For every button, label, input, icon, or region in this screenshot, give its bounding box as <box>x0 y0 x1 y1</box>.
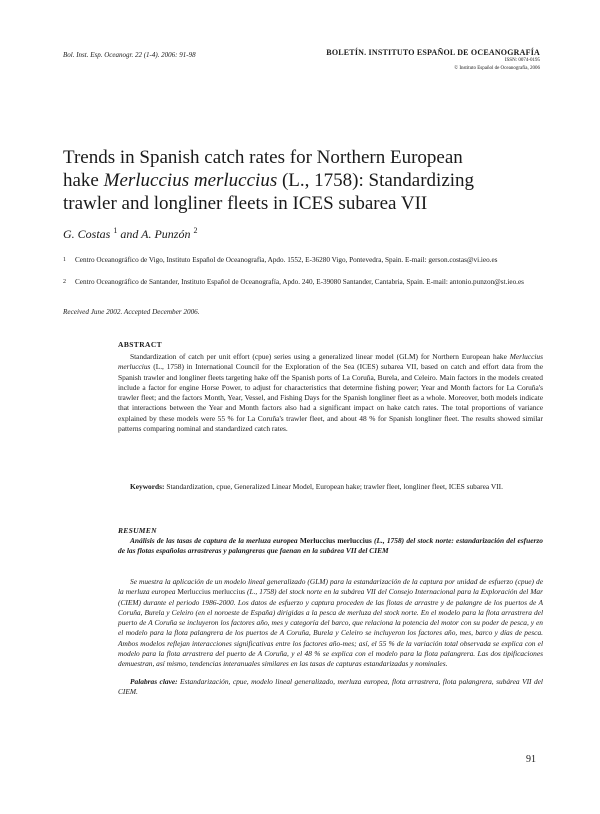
resumen-title-a: Análisis de las tasas de captura de la merluza europea <box>130 536 300 545</box>
affiliation-text: Centro Oceanográfico de Vigo, Instituto Español de Oceanografía, Apdo. 1552, E-36280 Vigo, Pontevedra, Spain. E-mail: gerson.costas@vi.ieo.es <box>75 256 498 264</box>
title-species: Merluccius merluccius <box>103 170 278 191</box>
resumen-title-species: Merluccius merluccius <box>299 536 372 545</box>
page-number: 91 <box>526 754 536 765</box>
palabras-clave-label: Palabras clave: <box>130 677 178 686</box>
resumen-body-b: (L., 1758) del stock norte en la subárea VII del Consejo Internacional para la Exploración del Mar (CIEM) durante el periodo 1986-2000. Los datos de esfuerzo y captura proceden de las flotas de arrastre y de palangre de los puertos de A Coruña, Burela y Celeiro (en el noroeste de España) dirigidas a la pesca de merluza del stock norte. En el modelo para la flota arrastrera del puerto de A Coruña se incluyeron los factores año, mes y categoría del barco, que relaciona la potencia del motor con su poder de pesca, y en el modelo para la flota palangrera de los puertos de A Coruña, Burela y Celeiro se incluyeron los factores año, mes, barco y días de pesca. Ambos modelos reflejan interacciones significativas entre los factores año-mes; así, el 55 % de la variación total observada se explica con el modelo para la flota arrastrera del puerto de A Coruña, y el 48 % se explica con el modelo para la flota palangrera. Las dos tipificaciones demuestran, así mismo, tendencias interanuales similares en las tasas de capturas estandarizadas y nominales. <box>118 587 543 669</box>
paper-title <box>63 146 543 215</box>
author-1-sup: 1 <box>113 226 118 235</box>
affiliation-2 <box>63 277 543 287</box>
keywords-text: Standardization, cpue, Generalized Linear Model, European hake; trawler fleet, longliner fleet, ICES subarea VII. <box>164 482 503 491</box>
author-2: A. Punzón <box>141 227 191 241</box>
palabras-clave-text: Estandarización, cpue, modelo lineal generalizado, merluza europea, flota arrastrera, flota palangrera, subárea VII del CIEM. <box>118 677 543 697</box>
author-1: G. Costas <box>63 227 111 241</box>
abstract-keywords <box>118 482 543 492</box>
title-line-1: Trends in Spanish catch rates for Northern European <box>63 147 463 168</box>
affiliation-1 <box>63 255 543 265</box>
received-date: Received June 2002. Accepted December 2006. <box>63 308 200 316</box>
title-line-2-post: (L., 1758): Standardizing <box>277 170 475 191</box>
issn: ISSN: 0074-0195 <box>504 58 540 63</box>
title-line-2-pre: hake <box>63 170 104 191</box>
author-and: and <box>117 227 142 241</box>
journal-citation: Bol. Inst. Esp. Oceanogr. 22 (1-4). 2006: 91-98 <box>63 51 196 59</box>
authors <box>63 226 197 242</box>
resumen-title-b: (L., 1758) del stock norte: estandarización del esfuerzo de las flotas españolas arrastreras y palangreras que faenan en la subárea VII del CIEM <box>118 536 543 556</box>
affiliation-number: 1 <box>63 257 66 263</box>
abstract-heading-text: ABSTRACT <box>118 340 163 349</box>
abstract-body-b: (L., 1758) in International Council for the Exploration of the Sea (ICES) subarea VII, based on catch and effort data from the Spanish trawler and longliner fleets targeting hake off the Spanish ports of La Coruña, Burela, and Celeiro. Main factors in the models created include a factor for engine Horse Power, to adjust for characteristics that determine fishing power; Year and Month factors for La Coruña's trawler fleet; and the factors Month, Year, Vessel, and Fishing Days for the Spanish longliner fleet as a whole. Moreover, both models indicate that interactions between the Year and Month factors also had a significant impact on hake catch rates. The total proportions of variance explained by these models were 55 % for La Coruña's trawler fleet, and about 48 % for Spanish longliner fleet. The results showed similar patterns comparing nominal and standardized catch rates. <box>118 362 543 434</box>
affiliation-number: 2 <box>63 279 66 285</box>
resumen-heading-text: RESUMEN <box>118 526 157 535</box>
keywords-label: Keywords: <box>130 482 165 491</box>
author-2-sup: 2 <box>193 226 198 235</box>
abstract-body <box>118 352 543 434</box>
title-line-3: trawler and longliner fleets in ICES subarea VII <box>63 193 428 214</box>
resumen-body <box>118 577 543 670</box>
resumen-keywords <box>118 677 543 698</box>
title-line-2 <box>63 169 543 192</box>
affiliation-text: Centro Oceanográfico de Santander, Instituto Español de Oceanografía, Apdo. 240, E-39080 Santander, Cantabria, Spain. E-mail: antonio.punzon@st.ieo.es <box>75 278 524 286</box>
resumen-title <box>118 536 543 557</box>
resumen-species: Merluccius merluccius <box>177 587 246 597</box>
journal-header <box>326 48 540 73</box>
abstract-heading <box>118 334 543 352</box>
copyright: © Instituto Español de Oceanografía, 2006 <box>454 66 540 71</box>
abstract-body-a: Standardization of catch per unit effort (cpue) series using a generalized linear model (GLM) for Northern European hake <box>130 352 510 361</box>
abstract-species: Merluccius merluccius <box>118 352 543 372</box>
resumen-body-a: Se muestra la aplicación de un modelo lineal generalizado (GLM) para la estandarización de la captura por unidad de esfuerzo (cpue) de la merluza europea <box>118 577 543 597</box>
journal-name: BOLETÍN. INSTITUTO ESPAÑOL DE OCEANOGRAFÍA <box>326 48 540 57</box>
